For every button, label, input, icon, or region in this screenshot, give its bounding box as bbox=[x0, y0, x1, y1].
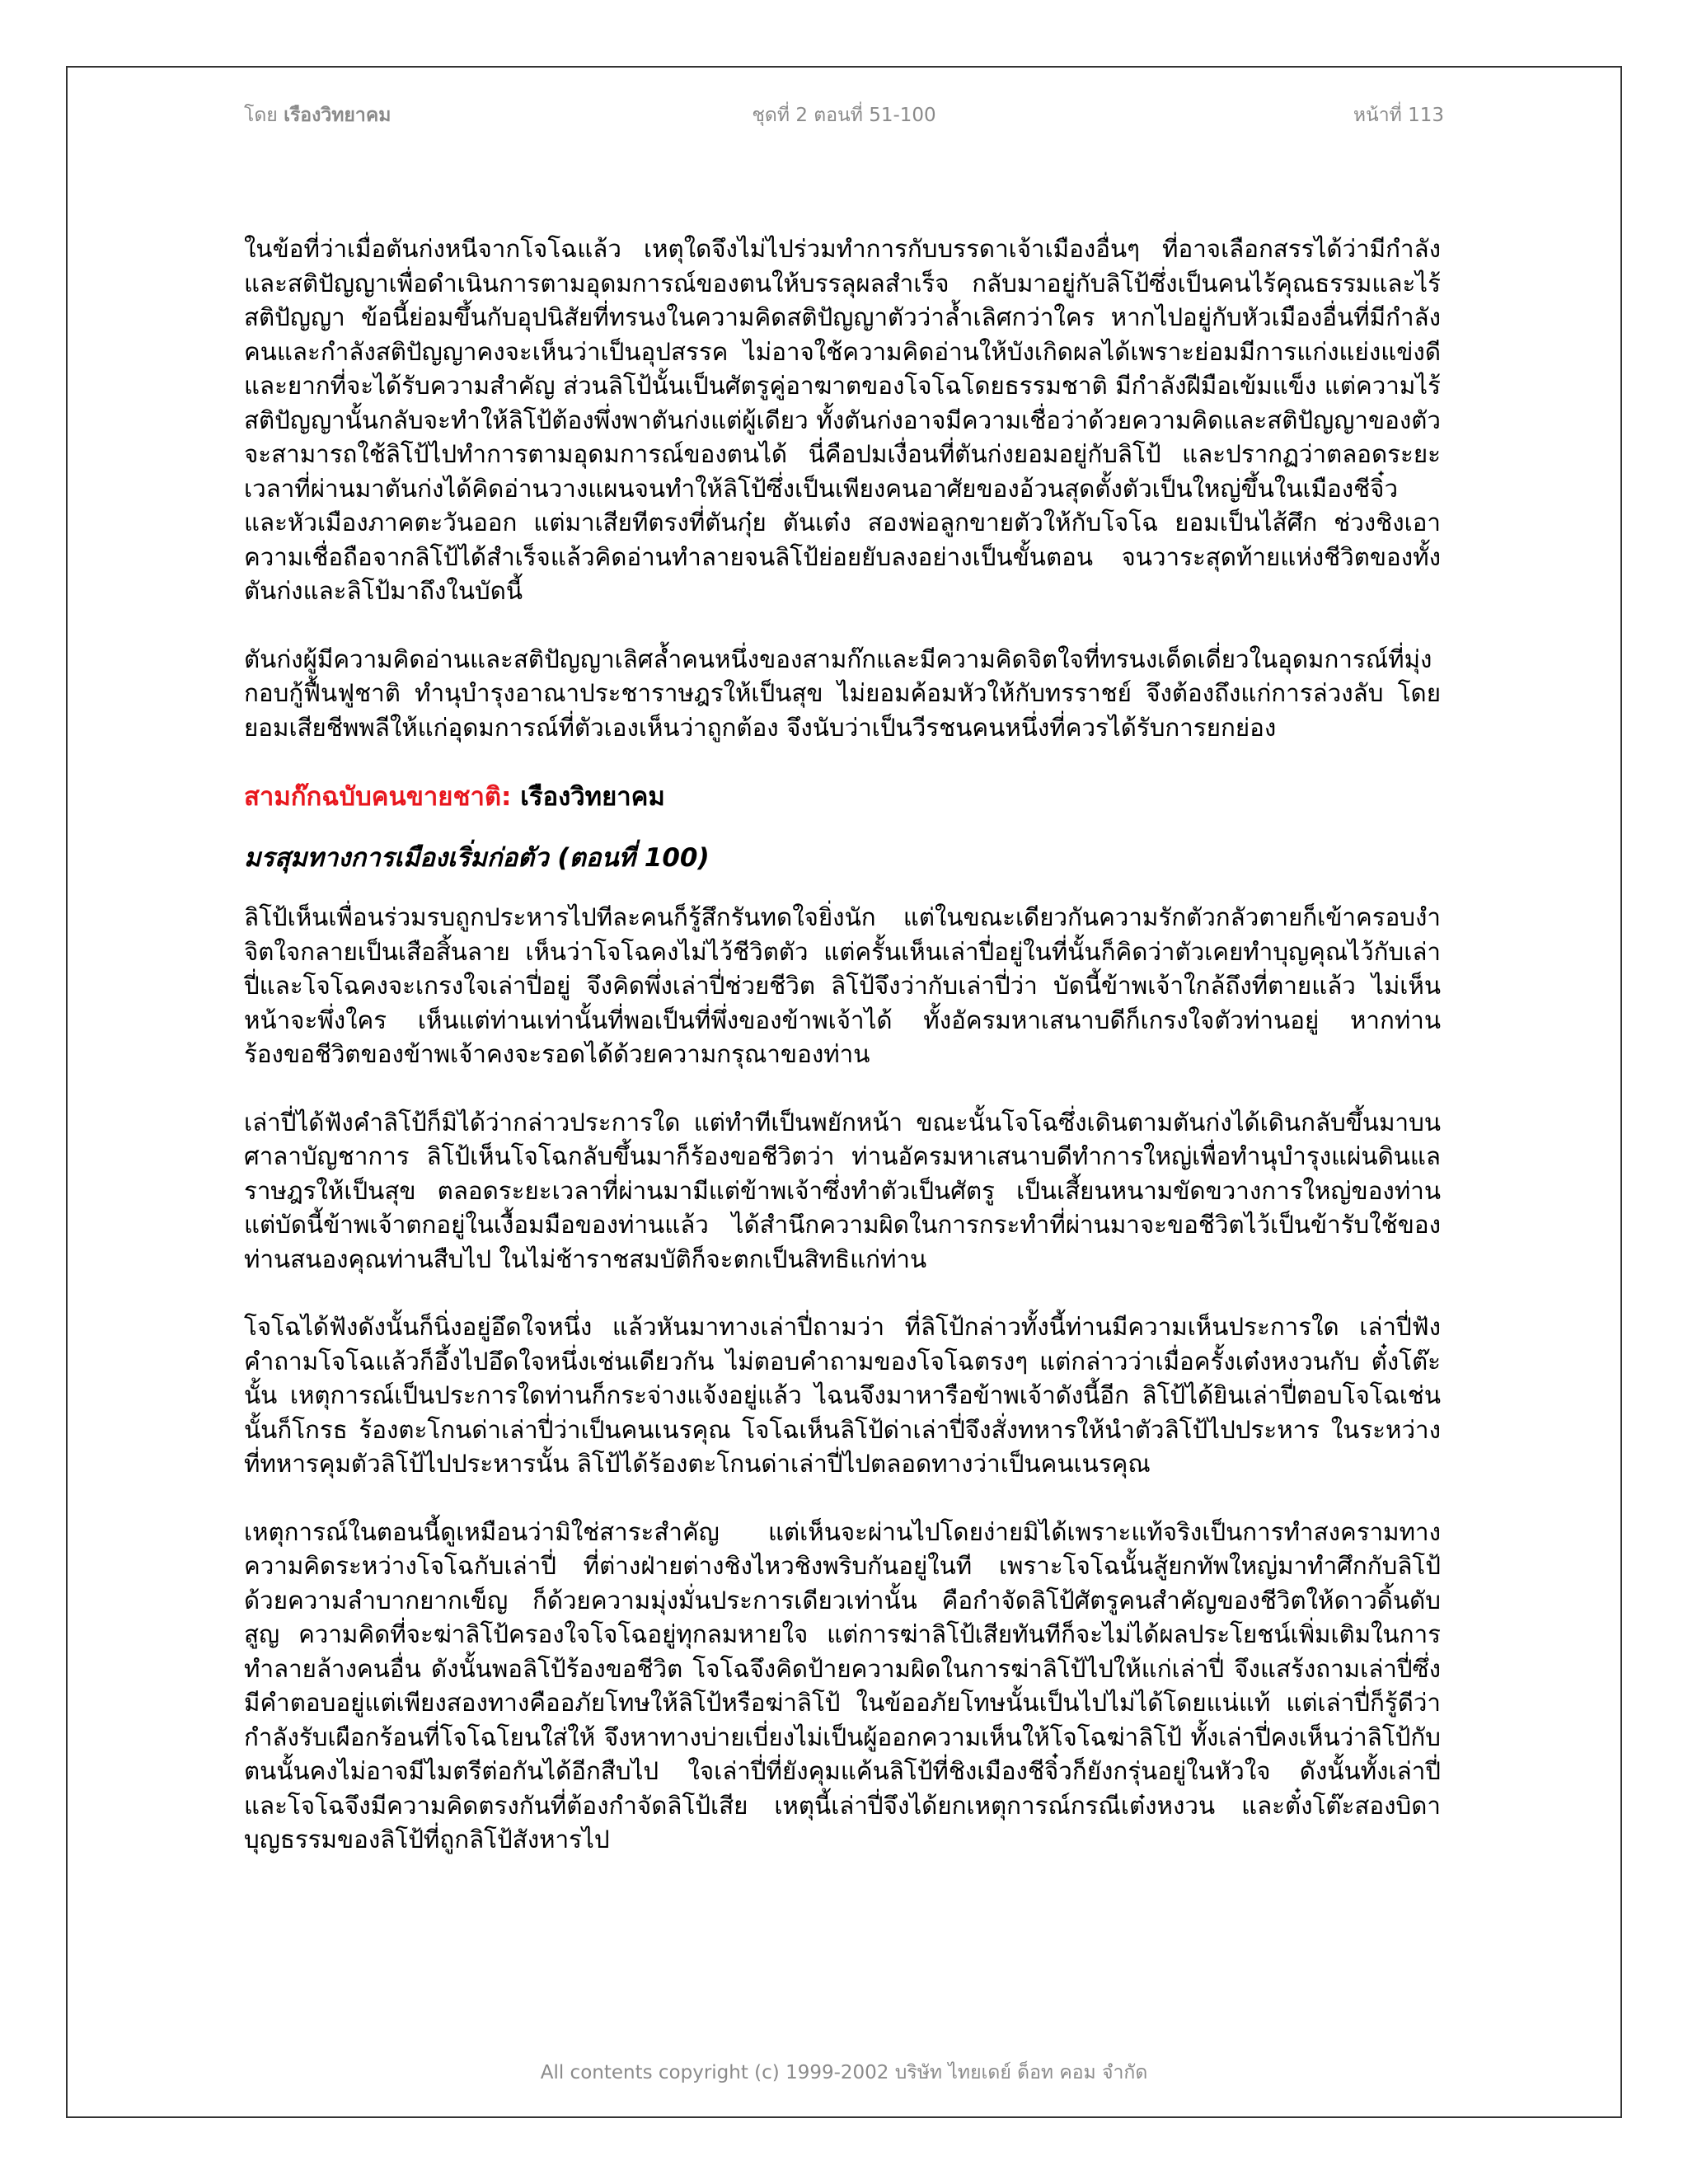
book-title bbox=[244, 779, 1441, 815]
header-series: ชุดที่ 2 ตอนที่ 51-100 bbox=[752, 105, 936, 126]
copyright-footer: All contents copyright (c) 1999-2002 บริษัท ไทยเดย์ ด็อท คอม จำกัด bbox=[540, 2062, 1148, 2083]
page-header bbox=[244, 101, 1444, 130]
article-body bbox=[244, 232, 1441, 1891]
header-page-number: หน้าที่ 113 bbox=[1353, 105, 1444, 126]
paragraph: เหตุการณ์ในตอนนี้ดูเหมือนว่ามิใช่สาระสำคัญ แต่เห็นจะผ่านไปโดยง่ายมิได้เพราะแท้จริงเป็นการทำสงครามทางความคิดระหว่างโจโฉกับเล่าปี่ ที่ต่างฝ่ายต่างชิงไหวชิงพริบกันอยู่ในที เพราะโจโฉนั้นสู้ยกทัพใหญ่มาทำศึกกับลิโป้ด้วยความลำบากยากเข็ญ ก็ด้วยความมุ่งมั่นประการเดียวเท่านั้น คือกำจัดลิโป้ศัตรูคนสำคัญของชีวิตให้ดาวดิ้นดับสูญ ความคิดที่จะฆ่าลิโป้ครองใจโจโฉอยู่ทุกลมหายใจ แต่การฆ่าลิโป้เสียทันทีก็จะไม่ได้ผลประโยชน์เพิ่มเติมในการทำลายล้างคนอื่น ดังนั้นพอลิโป้ร้องขอชีวิต โจโฉจึงคิดป้ายความผิดในการฆ่าลิโป้ไปให้แก่เล่าปี่ จึงแสร้งถามเล่าปี่ซึ่งมีคำตอบอยู่แต่เพียงสองทางคืออภัยโทษให้ลิโป้หรือฆ่าลิโป้ ในข้ออภัยโทษนั้นเป็นไปไม่ได้โดยแน่แท้ แต่เล่าปี่ก็รู้ดีว่ากำลังรับเผือกร้อนที่โจโฉโยนใส่ให้ จึงหาทางบ่ายเบี่ยงไม่เป็นผู้ออกความเห็นให้โจโฉฆ่าลิโป้ ทั้งเล่าปี่คงเห็นว่าลิโป้กับตนนั้นคงไม่อาจมีไมตรีต่อกันได้อีกสืบไป ใจเล่าปี่ที่ยังคุมแค้นลิโป้ที่ชิงเมืองชีจิ๋วก็ยังกรุ่นอยู่ในหัวใจ ดังนั้นทั้งเล่าปี่และโจโฉจึงมีความคิดตรงกันที่ต้องกำจัดลิโป้เสีย เหตุนี้เล่าปี่จึงได้ยกเหตุการณ์กรณีเต๋งหงวน และตั๋งโต๊ะสองบิดาบุญธรรมของลิโป้ที่ถูกลิโป้สังหารไป bbox=[244, 1517, 1441, 1854]
author-name: เรืองวิทยาคม bbox=[284, 105, 392, 126]
paragraph: โจโฉได้ฟังดังนั้นก็นิ่งอยู่อึดใจหนึ่ง แล้วหันมาทางเล่าปี่ถามว่า ที่ลิโป้กล่าวทั้งนี้ท่านมีความเห็นประการใด เล่าปี่ฟังคำถามโจโฉแล้วก็อึ้งไปอึดใจหนึ่งเช่นเดียวกัน ไม่ตอบคำถามของโจโฉตรงๆ แต่กล่าวว่าเมื่อครั้งเต๋งหงวนกับ ตั๋งโต๊ะนั้น เหตุการณ์เป็นประการใดท่านก็กระจ่างแจ้งอยู่แล้ว ไฉนจึงมาหารือข้าพเจ้าดังนี้อีก ลิโป้ได้ยินเล่าปี่ตอบโจโฉเช่นนั้นก็โกรธ ร้องตะโกนด่าเล่าปี่ว่าเป็นคนเนรคุณ โจโฉเห็นลิโป้ด่าเล่าปี่จึงสั่งทหารให้นำตัวลิโป้ไปประหาร ในระหว่างที่ทหารคุมตัวลิโป้ไปประหารนั้น ลิโป้ได้ร้องตะโกนด่าเล่าปี่ไปตลอดทางว่าเป็นคนเนรคุณ bbox=[244, 1313, 1441, 1478]
paragraph: ในข้อที่ว่าเมื่อตันก่งหนีจากโจโฉแล้ว เหตุใดจึงไม่ไปร่วมทำการกับบรรดาเจ้าเมืองอื่นๆ ที่อาจเลือกสรรได้ว่ามีกำลังและสติปัญญาเพื่อดำเนินการตามอุดมการณ์ของตนให้บรรลุผลสำเร็จ กลับมาอยู่กับลิโป้ซึ่งเป็นคนไร้คุณธรรมและไร้สติปัญญา ข้อนี้ย่อมขึ้นกับอุปนิสัยที่ทรนงในความคิดสติปัญญาตัวว่าล้ำเลิศกว่าใคร หากไปอยู่กับหัวเมืองอื่นที่มีกำลังคนและกำลังสติปัญญาคงจะเห็นว่าเป็นอุปสรรค ไม่อาจใช้ความคิดอ่านให้บังเกิดผลได้เพราะย่อมมีการแก่งแย่งแข่งดีและยากที่จะได้รับความสำคัญ ส่วนลิโป้นั้นเป็นศัตรูคู่อาฆาตของโจโฉโดยธรรมชาติ มีกำลังฝีมือเข้มแข็ง แต่ความไร้สติปัญญานั้นกลับจะทำให้ลิโป้ต้องพึ่งพาตันก่งแต่ผู้เดียว ทั้งตันก่งอาจมีความเชื่อว่าด้วยความคิดและสติปัญญาของตัวจะสามารถใช้ลิโป้ไปทำการตามอุดมการณ์ของตนได้ นี่คือปมเงื่อนที่ตันก่งยอมอยู่กับลิโป้ และปรากฏว่าตลอดระยะเวลาที่ผ่านมาตันก่งได้คิดอ่านวางแผนจนทำให้ลิโป้ซึ่งเป็นเพียงคนอาศัยของอ้วนสุดตั้งตัวเป็นใหญ่ขึ้นในเมืองชีจิ๋วและหัวเมืองภาคตะวันออก แต่มาเสียทีตรงที่ตันกุ๋ย ตันเต๋ง สองพ่อลูกขายตัวให้กับโจโฉ ยอมเป็นไส้ศึก ช่วงชิงเอาความเชื่อถือจากลิโป้ได้สำเร็จแล้วคิดอ่านทำลายจนลิโป้ย่อยยับลงอย่างเป็นขั้นตอน จนวาระสุดท้ายแห่งชีวิตของทั้งตันก่งและลิโป้มาถึงในบัดนี้ bbox=[244, 235, 1441, 605]
paragraph: เล่าปี่ได้ฟังคำลิโป้ก็มิได้ว่ากล่าวประการใด แต่ทำทีเป็นพยักหน้า ขณะนั้นโจโฉซึ่งเดินตามตันก่งได้เดินกลับขึ้นมาบนศาลาบัญชาการ ลิโป้เห็นโจโฉกลับขึ้นมาก็ร้องขอชีวิตว่า ท่านอัครมหาเสนาบดีทำการใหญ่เพื่อทำนุบำรุงแผ่นดินแลราษฎรให้เป็นสุข ตลอดระยะเวลาที่ผ่านมามีแต่ข้าพเจ้าซึ่งทำตัวเป็นศัตรู เป็นเสี้ยนหนามขัดขวางการใหญ่ของท่าน แต่บัดนี้ข้าพเจ้าตกอยู่ในเงื้อมมือของท่านแล้ว ได้สำนึกความผิดในการกระทำที่ผ่านมาจะขอชีวิตไว้เป็นข้ารับใช้ของท่านสนองคุณท่านสืบไป ในไม่ช้าราชสมบัติก็จะตกเป็นสิทธิแก่ท่าน bbox=[244, 1108, 1441, 1273]
book-title-name: สามก๊กฉบับคนขายชาติ: bbox=[244, 782, 512, 812]
paragraph: ลิโป้เห็นเพื่อนร่วมรบถูกประหารไปทีละคนก็รู้สึกรันทดใจยิ่งนัก แต่ในขณะเดียวกันความรักตัวกลัวตายก็เข้าครอบงำจิตใจกลายเป็นเสือสิ้นลาย เห็นว่าโจโฉคงไม่ไว้ชีวิตตัว แต่ครั้นเห็นเล่าปี่อยู่ในที่นั้นก็คิดว่าตัวเคยทำบุญคุณไว้กับเล่าปี่และโจโฉคงจะเกรงใจเล่าปี่อยู่ จึงคิดพึ่งเล่าปี่ช่วยชีวิต ลิโป้จึงว่ากับเล่าปี่ว่า บัดนี้ข้าพเจ้าใกล้ถึงที่ตายแล้ว ไม่เห็นหน้าจะพึ่งใคร เห็นแต่ท่านเท่านั้นที่พอเป็นที่พึ่งของข้าพเจ้าได้ ทั้งอัครมหาเสนาบดีก็เกรงใจตัวท่านอยู่ หากท่านร้องขอชีวิตของข้าพเจ้าคงจะรอดได้ด้วยความกรุณาของท่าน bbox=[244, 903, 1441, 1068]
author-prefix: โดย bbox=[244, 105, 278, 126]
book-title-author: เรืองวิทยาคม bbox=[511, 782, 665, 812]
paragraph: ตันก่งผู้มีความคิดอ่านและสติปัญญาเลิศล้ำคนหนึ่งของสามก๊กและมีความคิดจิตใจที่ทรนงเด็ดเดี่ยวในอุดมการณ์ที่มุ่งกอบกู้ฟื้นฟูชาติ ทำนุบำรุงอาณาประชาราษฎรให้เป็นสุข ไม่ยอมค้อมหัวให้กับทรราชย์ จึงต้องถึงแก่การล่วงลับ โดยยอมเสียชีพพลีให้แก่อุดมการณ์ที่ตัวเองเห็นว่าถูกต้อง จึงนับว่าเป็นวีรชนคนหนึ่งที่ควรได้รับการยกย่อง bbox=[244, 644, 1441, 742]
episode-title: มรสุมทางการเมืองเริ่มก่อตัว (ตอนที่ 100) bbox=[244, 843, 710, 873]
